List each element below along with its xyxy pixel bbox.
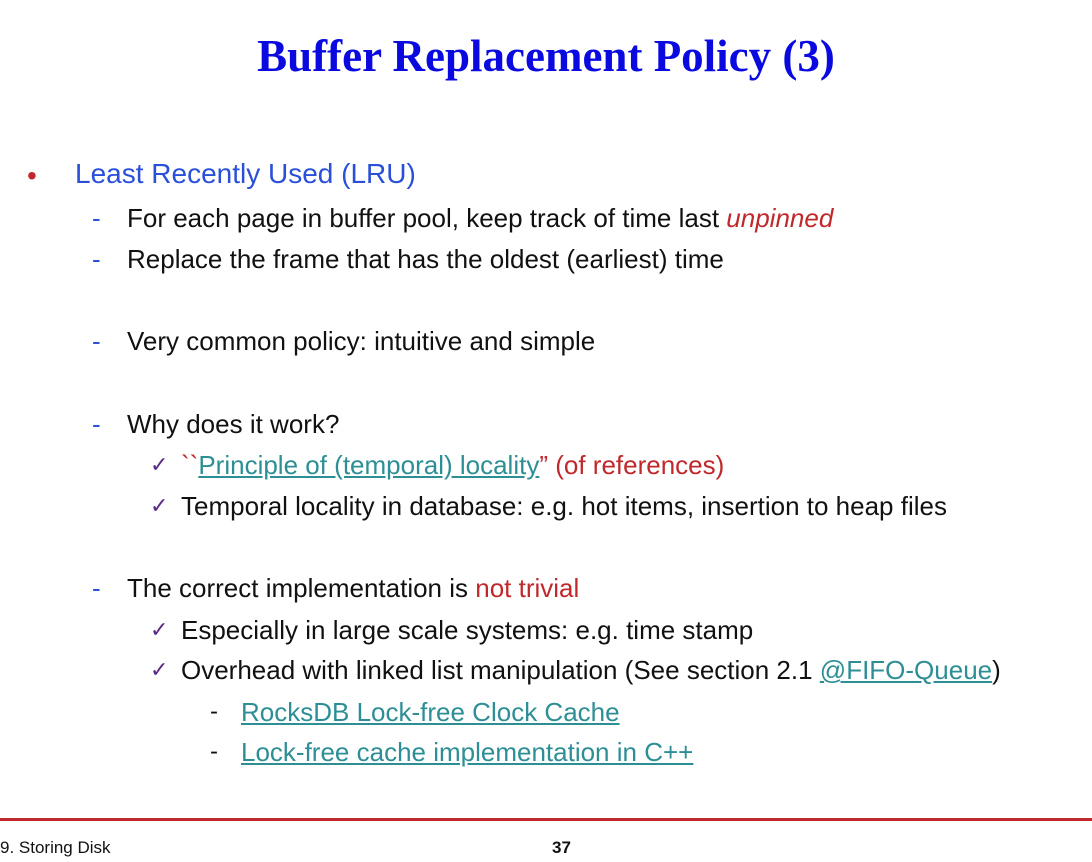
item-why: Why does it work? — [127, 409, 340, 439]
check-icon: ✓ — [150, 452, 169, 477]
rocksdb-clock-cache-link[interactable]: RocksDB Lock-free Clock Cache — [241, 697, 620, 727]
item-overhead — [181, 654, 1001, 686]
item-large-scale: Especially in large scale systems: e.g. time stamp — [181, 615, 754, 645]
bullet-icon: • — [27, 160, 37, 191]
item-track-text: For each page in buffer pool, keep track of time last — [127, 203, 727, 233]
check-icon: ✓ — [150, 493, 169, 518]
dash-icon: - — [210, 698, 218, 725]
dash-icon: - — [92, 573, 101, 603]
page-number: 37 — [552, 838, 571, 857]
principle-locality-link[interactable]: Principle of (temporal) locality — [198, 450, 540, 480]
slide-title: Buffer Replacement Policy (3) — [257, 31, 835, 81]
check-icon: ✓ — [150, 617, 169, 642]
item-principle — [181, 449, 724, 481]
item-replace: Replace the frame that has the oldest (earliest) time — [127, 244, 724, 274]
item-track-emph: unpinned — [726, 203, 834, 233]
overhead-text: Overhead with linked list manipulation (See section 2.1 — [181, 655, 820, 685]
dash-icon: - — [92, 326, 101, 356]
fifo-queue-link[interactable]: @FIFO-Queue — [819, 655, 993, 685]
dash-icon: - — [210, 738, 218, 765]
dash-icon: - — [92, 244, 101, 274]
item-common: Very common policy: intuitive and simple — [127, 326, 596, 356]
item-rocksdb — [241, 696, 620, 728]
lockfree-cache-link[interactable]: Lock-free cache implementation in C++ — [241, 737, 694, 767]
item-temporal: Temporal locality in database: e.g. hot items, insertion to heap files — [181, 491, 947, 521]
dash-icon: - — [92, 203, 101, 233]
bullet-lru: Least Recently Used (LRU) — [75, 158, 416, 189]
principle-suffix: ” (of references) — [539, 450, 725, 480]
item-track-unpinned — [127, 202, 833, 234]
footer-divider — [0, 818, 1092, 821]
item-correct-emph: not trivial — [475, 573, 580, 603]
item-lockfree — [241, 736, 693, 768]
dash-icon: - — [92, 409, 101, 439]
item-correct-text: The correct implementation is — [127, 573, 476, 603]
item-correct — [127, 572, 579, 604]
overhead-close: ) — [992, 655, 1001, 685]
check-icon: ✓ — [150, 657, 169, 682]
open-quote: `` — [181, 450, 199, 480]
footer-chapter: 9. Storing Disk — [0, 838, 111, 857]
